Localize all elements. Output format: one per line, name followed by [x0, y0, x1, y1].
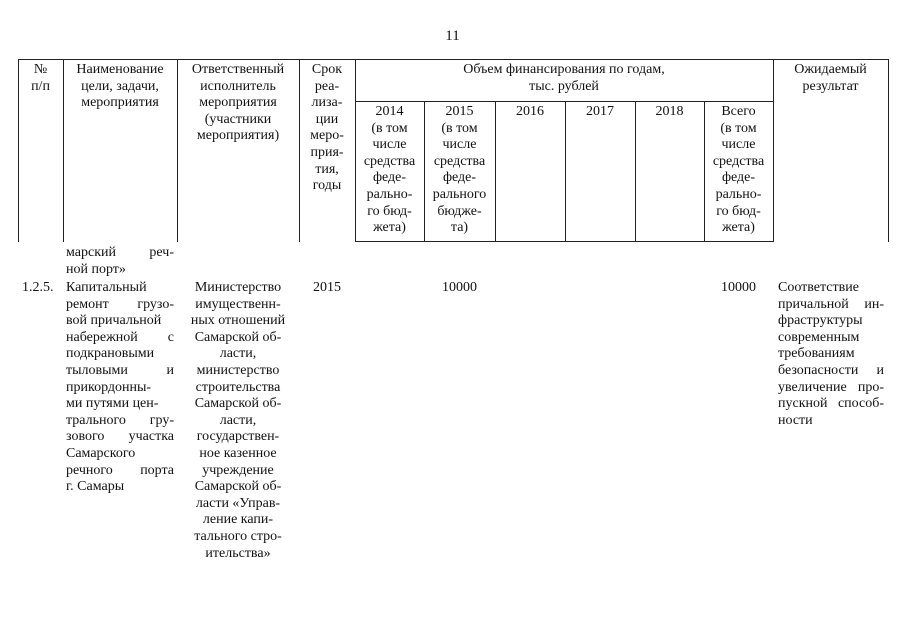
header-num: № п/п [31, 62, 50, 94]
header-term: Срок реа- лиза- ции меро- прия- тия, годы [310, 62, 344, 194]
row-result: Соответствие причальной ин- фраструктуры современным требованиям безопасности и увеличение про- пускной способ- ности [778, 280, 884, 428]
financing-subheader-border [355, 101, 773, 102]
header-year-2016: 2016 [516, 104, 544, 119]
header-year-2014: 2014 (в том числе средства феде- рально- го бюд- жета) [363, 104, 416, 236]
row-name: Капитальный ремонт грузо- вой причальной набережной с подкрановыми тыловыми и прикордонны- ми путями цен- трального гру- зового участка Самарского речного порта г. Самары [66, 280, 174, 495]
row-term: 2015 [313, 280, 341, 295]
table-top-border [18, 59, 889, 60]
continuation-text: марский реч- ной порт» [66, 245, 174, 277]
page-number: 11 [445, 28, 460, 44]
column-divider-8 [635, 101, 636, 242]
header-result: Ожидаемый результат [794, 62, 867, 94]
header-year-2018: 2018 [655, 104, 684, 119]
row-executor: Министерство имущественн- ных отношений Самарской об- ласти, министерство строительства Самарской об- ласти, государствен- ное казенное учреждение Самарской об- ласти «Управ- ление капи- тального стро- ительства» [190, 280, 286, 561]
header-bottom-border [355, 241, 773, 242]
header-name: Наименование цели, задачи, мероприятия [76, 62, 164, 111]
table-right-border [888, 59, 889, 242]
row-value-total: 10000 [721, 280, 756, 295]
column-divider-6 [495, 101, 496, 242]
header-executor: Ответственный исполнитель мероприятия (участники мероприятия) [191, 62, 285, 144]
column-divider-7 [565, 101, 566, 242]
row-value-2015: 10000 [442, 280, 477, 295]
header-financing: Объем финансирования по годам, тыс. рублей [463, 62, 665, 94]
header-year-2017: 2017 [586, 104, 614, 119]
header-year-2015: 2015 (в том числе средства феде- рального бюдже- та) [432, 104, 487, 236]
header-total: Всего (в том числе средства феде- рально- го бюд- жета) [712, 104, 765, 236]
row-number: 1.2.5. [22, 280, 54, 295]
